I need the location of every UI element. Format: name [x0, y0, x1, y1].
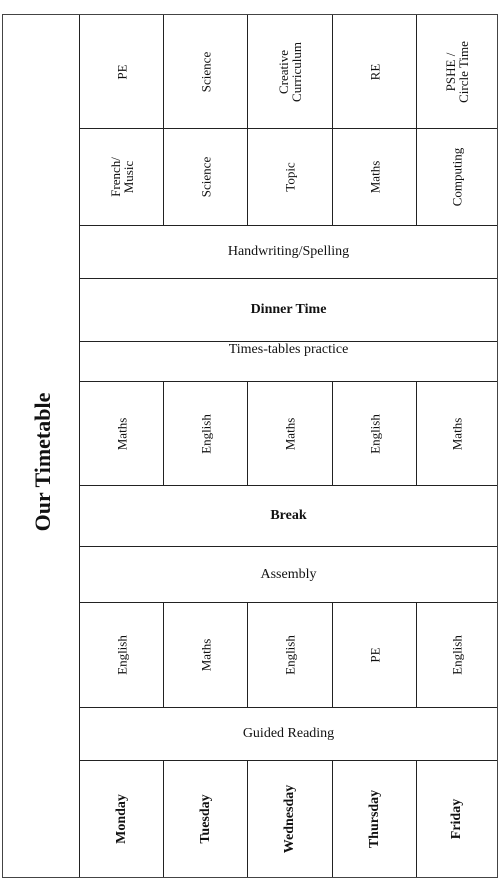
lesson-label: English	[367, 413, 382, 454]
row-afternoon-1	[80, 129, 497, 226]
lesson-label: English	[114, 635, 129, 675]
row-afternoon-2	[80, 15, 497, 129]
cell-wednesday	[248, 603, 333, 707]
row-times-tables	[80, 342, 497, 382]
cell-friday	[417, 603, 497, 707]
cell-thursday	[333, 603, 417, 707]
row-dinner	[80, 279, 497, 342]
lesson-label: Maths	[282, 417, 298, 450]
lesson-label: Computing	[449, 147, 465, 207]
day-monday	[80, 761, 164, 877]
day-label: Thursday	[366, 789, 382, 849]
cell-tuesday	[164, 603, 248, 707]
times-tables-label: Times-tables practice	[228, 342, 349, 357]
lesson-label: English	[282, 635, 298, 675]
lesson-label: Maths	[198, 638, 213, 672]
cell-tuesday	[164, 129, 248, 225]
cell-wednesday	[248, 382, 333, 485]
lesson-label: Creative Curriculum	[276, 41, 304, 102]
cell-thursday	[333, 382, 417, 485]
row-morning-1	[80, 603, 497, 708]
row-morning-2	[80, 382, 497, 486]
cell-friday	[417, 382, 497, 485]
cell-wednesday	[248, 129, 333, 225]
cell-monday	[80, 15, 164, 128]
cell-tuesday	[164, 382, 248, 485]
lesson-label: PE	[367, 647, 382, 663]
assembly-label: Assembly	[260, 566, 317, 582]
cell-thursday	[333, 129, 417, 225]
day-label: Tuesday	[197, 794, 213, 844]
lesson-label: Maths	[114, 417, 129, 450]
day-tuesday	[164, 761, 248, 877]
cell-monday	[80, 382, 164, 485]
break-label: Break	[270, 508, 307, 523]
cell-monday	[80, 603, 164, 707]
row-guided-reading	[80, 708, 497, 761]
lesson-label: PSHE / Circle Time	[443, 40, 471, 103]
lesson-label: Maths	[367, 160, 382, 194]
lesson-label: Maths	[449, 417, 465, 450]
cell-thursday	[333, 15, 417, 128]
day-label: Monday	[113, 794, 129, 844]
lesson-label: Science	[198, 51, 213, 92]
lesson-label: Topic	[282, 162, 298, 192]
cell-monday	[80, 129, 164, 225]
row-handwriting	[80, 226, 497, 279]
lesson-label: RE	[367, 63, 382, 80]
day-wednesday	[248, 761, 333, 877]
day-friday	[417, 761, 497, 877]
lesson-label: English	[449, 635, 465, 675]
row-assembly	[80, 547, 497, 603]
title-column	[3, 15, 80, 877]
day-label: Friday	[449, 798, 464, 840]
cell-friday	[417, 15, 497, 128]
lesson-label: PE	[114, 63, 129, 80]
dinner-label: Dinner Time	[250, 302, 327, 317]
cell-friday	[417, 129, 497, 225]
guided-reading-label: Guided Reading	[242, 726, 335, 741]
lesson-label: English	[198, 413, 213, 454]
day-label: Wednesday	[282, 784, 297, 854]
day-thursday	[333, 761, 417, 877]
row-break	[80, 486, 497, 547]
lesson-label: Science	[198, 156, 213, 198]
handwriting-label: Handwriting/Spelling	[227, 244, 350, 259]
timetable-grid	[80, 15, 497, 877]
cell-tuesday	[164, 15, 248, 128]
row-days	[80, 761, 497, 877]
lesson-label: French/ Music	[107, 157, 136, 197]
cell-wednesday	[248, 15, 333, 128]
timetable-title: Our Timetable	[30, 392, 55, 532]
